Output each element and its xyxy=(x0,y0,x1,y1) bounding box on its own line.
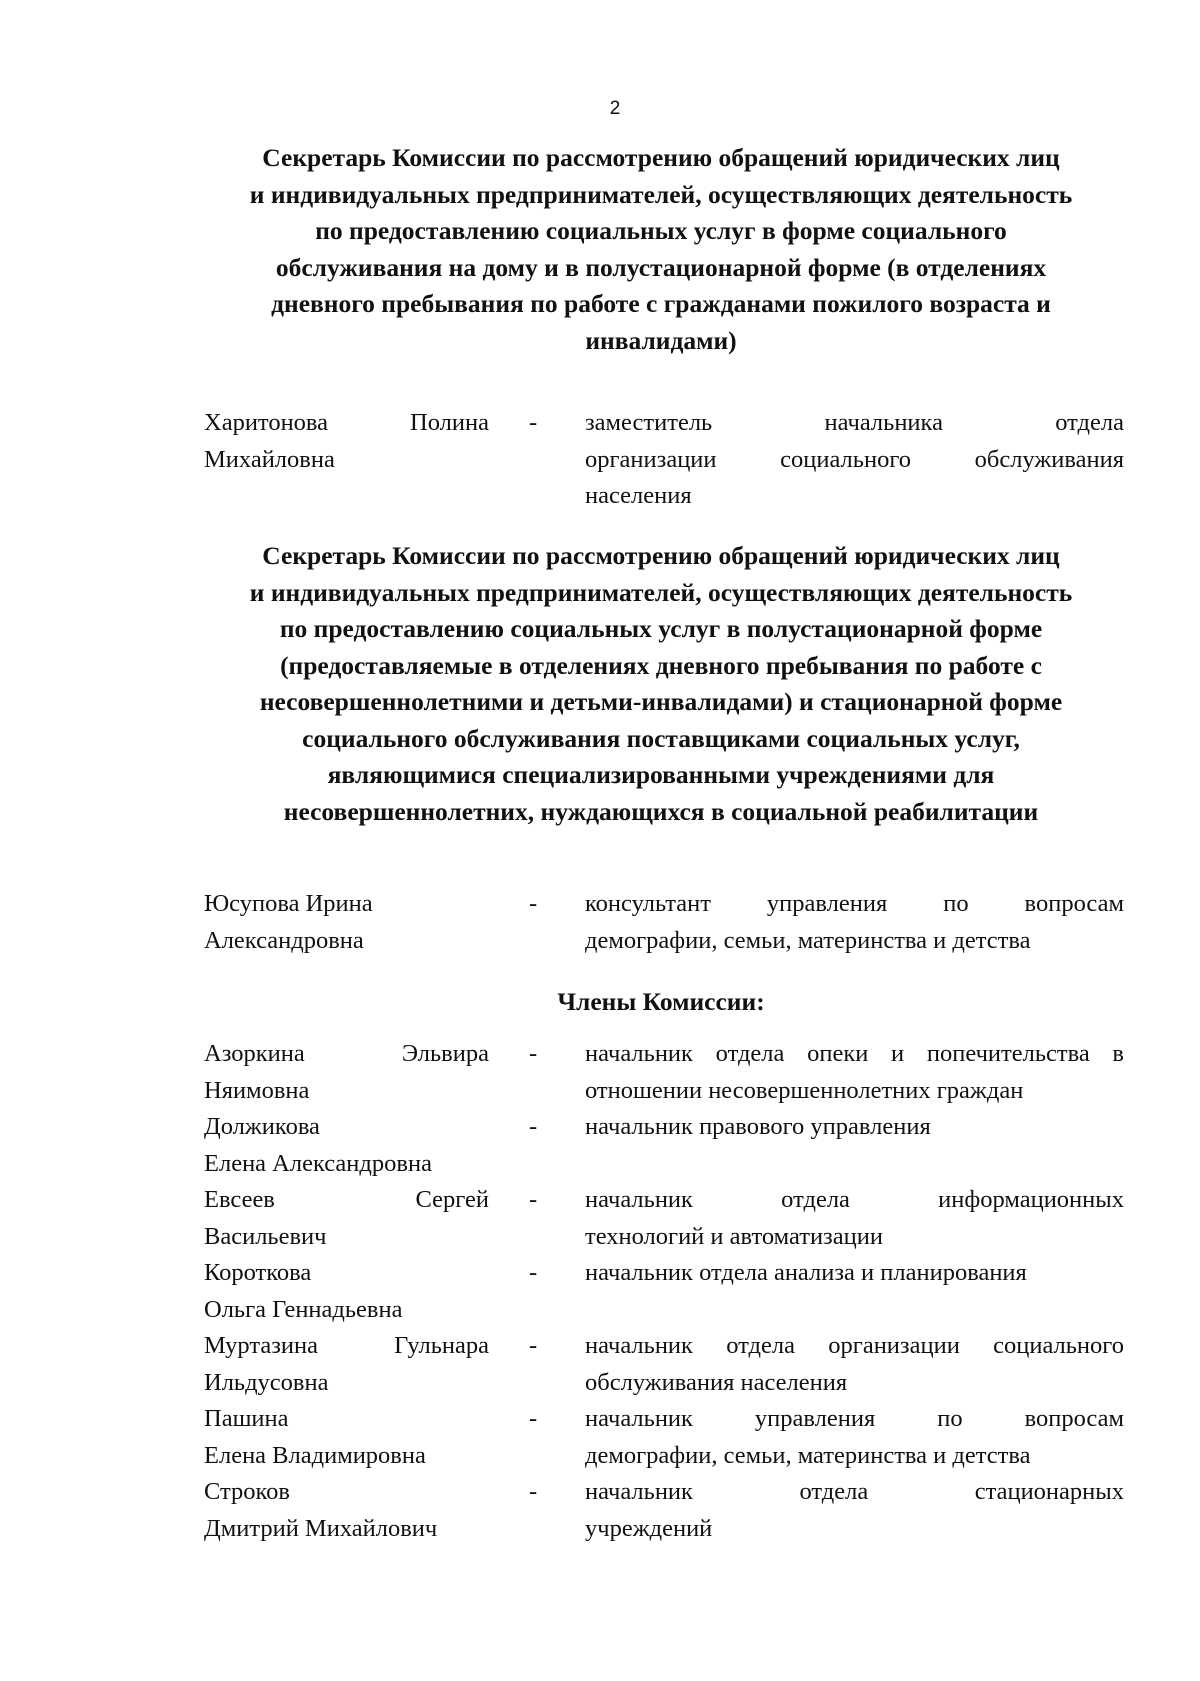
member-name-line: Михайловна xyxy=(204,445,335,473)
members-heading xyxy=(196,984,1126,1021)
member-role-line: начальник отдела информационных xyxy=(585,1186,1124,1213)
member-dash: - xyxy=(529,890,538,917)
member-role-line: начальник отдела анализа и планирования xyxy=(585,1259,1027,1286)
member-name-line: Харитонова Полина xyxy=(204,409,489,436)
member-name-line: Ольга Геннадьевна xyxy=(204,1295,403,1323)
member-role-line: консультант управления по вопросам xyxy=(585,890,1124,917)
member-role-line: начальник управления по вопросам xyxy=(585,1405,1124,1432)
heading-line: социального обслуживания поставщиками социальных услуг, xyxy=(302,723,1020,753)
member-role-line: технологий и автоматизации xyxy=(585,1222,883,1250)
secretary-heading-2 xyxy=(196,538,1126,830)
member-role xyxy=(585,1182,1124,1255)
heading-line: являющимися специализированными учреждениями для xyxy=(327,760,995,789)
member-name xyxy=(204,1328,489,1401)
member-name-line: Васильевич xyxy=(204,1222,327,1250)
heading-line: по предоставлению социальных услуг в форме социального xyxy=(315,216,1007,245)
member-dash: - xyxy=(529,409,538,436)
member-entry xyxy=(204,1474,1124,1547)
member-name-line: Строков xyxy=(204,1478,291,1505)
member-name xyxy=(204,1109,489,1182)
heading-line: по предоставлению социальных услуг в полустационарной форме xyxy=(279,614,1043,643)
heading-line: и индивидуальных предпринимателей, осуществляющих деятельность xyxy=(249,179,1073,209)
member-role-line: обслуживания населения xyxy=(585,1368,848,1396)
member-name-line: Елена Владимировна xyxy=(204,1441,426,1469)
page-number: 2 xyxy=(609,98,621,119)
member-name xyxy=(204,1255,489,1328)
member-name-line: Александровна xyxy=(204,926,364,954)
member-dash: - xyxy=(529,1259,538,1286)
member-role-line: начальник правового управления xyxy=(585,1113,931,1140)
members-list xyxy=(204,1036,1124,1547)
heading-line: Члены Комиссии: xyxy=(557,987,765,1016)
secretary-list-2 xyxy=(204,886,1124,959)
member-name xyxy=(204,1474,489,1547)
heading-line: дневного пребывания по работе с гражданами пожилого возраста и xyxy=(271,289,1051,318)
member-role-line: демографии, семьи, материнства и детства xyxy=(585,1441,1031,1469)
member-name xyxy=(204,886,489,959)
heading-line: несовершеннолетних, нуждающихся в социальной реабилитации xyxy=(283,796,1039,826)
member-role-line: начальник отдела организации социального xyxy=(585,1332,1124,1359)
member-name-line: Няимовна xyxy=(204,1076,310,1104)
member-role xyxy=(585,1474,1124,1547)
heading-line: и индивидуальных предпринимателей, осуществляющих деятельность xyxy=(249,577,1073,607)
member-dash: - xyxy=(529,1478,538,1505)
member-name xyxy=(204,1182,489,1255)
secretary-list-1 xyxy=(204,405,1124,515)
member-role xyxy=(585,1328,1124,1401)
heading-line: несовершеннолетними и детьми-инвалидами) и стационарной форме xyxy=(259,687,1063,716)
member-role xyxy=(585,1401,1124,1474)
member-entry xyxy=(204,1328,1124,1401)
heading-line: Секретарь Комиссии по рассмотрению обращений юридических лиц xyxy=(262,143,1060,172)
member-role-line: учреждений xyxy=(585,1514,713,1542)
member-role xyxy=(585,886,1124,959)
member-name-line: Муртазина Гульнара xyxy=(204,1332,489,1359)
member-name-line: Ильдусовна xyxy=(204,1368,329,1396)
member-name-line: Короткова xyxy=(204,1259,312,1286)
member-role-line: начальник отдела опеки и попечительства в xyxy=(585,1040,1124,1067)
member-role-line: населения xyxy=(585,482,692,509)
member-name-line: Юсупова Ирина xyxy=(204,890,373,917)
member-dash: - xyxy=(529,1332,538,1359)
member-role-line: организации социального обслуживания xyxy=(585,445,1124,473)
member-role-line: заместитель начальника отдела xyxy=(585,409,1124,436)
member-name-line: Евсеев Сергей xyxy=(204,1186,489,1213)
member-role xyxy=(585,1255,1124,1292)
member-dash: - xyxy=(529,1186,538,1213)
member-entry xyxy=(204,1182,1124,1255)
member-role xyxy=(585,1036,1124,1109)
member-entry xyxy=(204,405,1124,515)
heading-line: обслуживания на дому и в полустационарной форме (в отделениях xyxy=(275,252,1047,282)
member-role-line: отношении несовершеннолетних граждан xyxy=(585,1076,1024,1104)
member-entry xyxy=(204,1036,1124,1109)
member-entry xyxy=(204,886,1124,959)
heading-line: Секретарь Комиссии по рассмотрению обращений юридических лиц xyxy=(262,541,1060,570)
member-entry xyxy=(204,1255,1124,1328)
member-role xyxy=(585,1109,1124,1146)
member-name-line: Дмитрий Михайлович xyxy=(204,1514,438,1542)
member-name xyxy=(204,405,489,478)
heading-line: инвалидами) xyxy=(585,325,737,355)
member-dash: - xyxy=(529,1040,538,1067)
member-entry xyxy=(204,1401,1124,1474)
member-name-line: Азоркина Эльвира xyxy=(204,1040,489,1067)
heading-line: (предоставляемые в отделениях дневного пребывания по работе с xyxy=(280,650,1042,680)
member-name-line: Должикова xyxy=(204,1113,320,1140)
member-name xyxy=(204,1036,489,1109)
member-dash: - xyxy=(529,1405,538,1432)
member-entry xyxy=(204,1109,1124,1182)
member-role xyxy=(585,405,1124,515)
member-role-line: начальник отдела стационарных xyxy=(585,1478,1124,1505)
member-dash: - xyxy=(529,1113,538,1140)
member-role-line: демографии, семьи, материнства и детства xyxy=(585,926,1031,954)
secretary-heading-1 xyxy=(196,140,1126,359)
member-name xyxy=(204,1401,489,1474)
member-name-line: Елена Александровна xyxy=(204,1149,432,1177)
member-name-line: Пашина xyxy=(204,1405,289,1432)
